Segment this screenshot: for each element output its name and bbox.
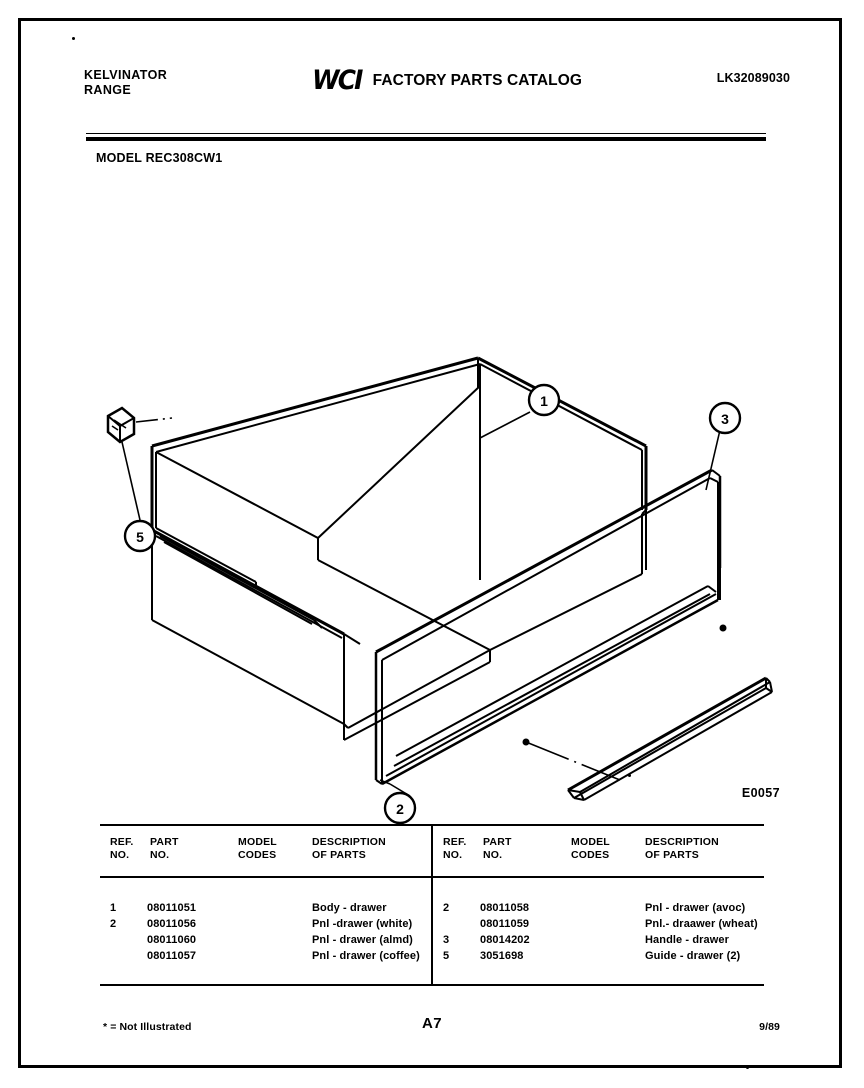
column-header-part [150, 836, 179, 862]
svg-text:3: 3 [721, 411, 729, 427]
column-header-part-line2: NO. [483, 849, 503, 861]
column-header-ref [110, 836, 134, 862]
parts-rows-left [100, 902, 431, 966]
column-header-codes [571, 836, 610, 862]
cell-ref: 1 [110, 902, 117, 914]
wci-logo: WCI [312, 65, 362, 96]
parts-table-left [100, 824, 431, 986]
header-rule-thin [86, 133, 766, 134]
svg-text:2: 2 [396, 801, 404, 817]
table-row [100, 950, 431, 966]
table-row [100, 934, 431, 950]
leader-line-1 [480, 412, 530, 438]
column-header-ref-line1: REF. [443, 836, 467, 848]
cell-desc: Pnl -drawer (white) [312, 918, 413, 930]
not-illustrated-note: * = Not Illustrated [103, 1021, 192, 1033]
cell-part: 08011056 [147, 918, 197, 930]
column-header-desc [312, 836, 386, 862]
page-number: A7 [422, 1015, 442, 1032]
table-row [100, 918, 431, 934]
leader-line-handle-dash [526, 742, 620, 780]
column-header-desc-line1: DESCRIPTION [645, 836, 719, 848]
masthead [60, 60, 804, 120]
column-header-part [483, 836, 512, 862]
cell-part: 08011059 [480, 918, 530, 930]
table-row [433, 918, 764, 934]
column-header-ref-line2: NO. [443, 849, 463, 861]
column-header-ref-line1: REF. [110, 836, 134, 848]
cell-desc: Guide - drawer (2) [645, 950, 741, 962]
drawer-front-panel [376, 470, 720, 784]
cell-part: 08011060 [147, 934, 197, 946]
callout-bubble-2 [385, 793, 415, 823]
svg-text:1: 1 [540, 393, 548, 409]
column-header-codes-line2: CODES [571, 849, 610, 861]
table-row [100, 902, 431, 918]
cell-ref: 2 [110, 918, 117, 930]
column-header-desc [645, 836, 719, 862]
svg-text:5: 5 [136, 529, 144, 545]
figure-code: E0057 [741, 786, 780, 800]
drawer-body-outline [152, 358, 646, 740]
callout-bubble-3 [710, 403, 740, 433]
scan-speck [72, 37, 75, 40]
column-header-desc-line2: OF PARTS [312, 849, 366, 861]
cell-part: 3051698 [480, 950, 524, 962]
cell-part: 08011058 [480, 902, 530, 914]
callout-bubble-5 [125, 521, 155, 551]
cell-desc: Pnl.- draawer (wheat) [645, 918, 758, 930]
catalog-number: LK32089030 [716, 71, 790, 85]
parts-rows-right [433, 902, 764, 966]
column-header-ref [443, 836, 467, 862]
parts-table [100, 824, 764, 986]
cell-part: 08011051 [147, 902, 197, 914]
cell-desc: Body - drawer [312, 902, 387, 914]
table-row [433, 950, 764, 966]
column-header-codes-line2: CODES [238, 849, 277, 861]
column-header-codes [238, 836, 277, 862]
header-rule-thick [86, 137, 766, 141]
column-header-desc-line2: OF PARTS [645, 849, 699, 861]
leader-line-5-dash [136, 418, 172, 422]
cell-ref: 3 [443, 934, 450, 946]
cell-desc: Pnl - drawer (coffee) [312, 950, 420, 962]
parts-illustration [60, 180, 804, 817]
cell-part: 08014202 [480, 934, 530, 946]
column-header-desc-line1: DESCRIPTION [312, 836, 386, 848]
scan-speck [746, 1066, 749, 1069]
brand-block [84, 68, 167, 98]
table-row [433, 934, 764, 950]
cell-desc: Pnl - drawer (avoc) [645, 902, 746, 914]
cell-ref: 2 [443, 902, 450, 914]
cell-ref: 5 [443, 950, 450, 962]
callout-bubble-1 [529, 385, 559, 415]
table-row [433, 902, 764, 918]
catalog-title: FACTORY PARTS CATALOG [372, 72, 583, 89]
parts-table-right [433, 824, 764, 986]
column-header-codes-line1: MODEL [571, 836, 610, 848]
column-header-part-line1: PART [483, 836, 512, 848]
column-header-part-line2: NO. [150, 849, 170, 861]
date-code: 9/89 [759, 1021, 780, 1033]
drawer-handle-part [568, 678, 772, 800]
brand-name: KELVINATOR [84, 68, 168, 82]
cell-desc: Pnl - drawer (almd) [312, 934, 413, 946]
cell-desc: Handle - drawer [645, 934, 730, 946]
brand-category: RANGE [84, 83, 132, 97]
column-header-codes-line1: MODEL [238, 836, 277, 848]
panel-mount-hole [720, 625, 727, 632]
drawer-guide-part [108, 408, 134, 442]
column-header-ref-line2: NO. [110, 849, 130, 861]
model-label: MODEL REC308CW1 [96, 151, 223, 165]
leader-line-5 [122, 442, 140, 520]
cell-part: 08011057 [147, 950, 197, 962]
catalog-title-block [310, 65, 583, 96]
column-header-part-line1: PART [150, 836, 179, 848]
